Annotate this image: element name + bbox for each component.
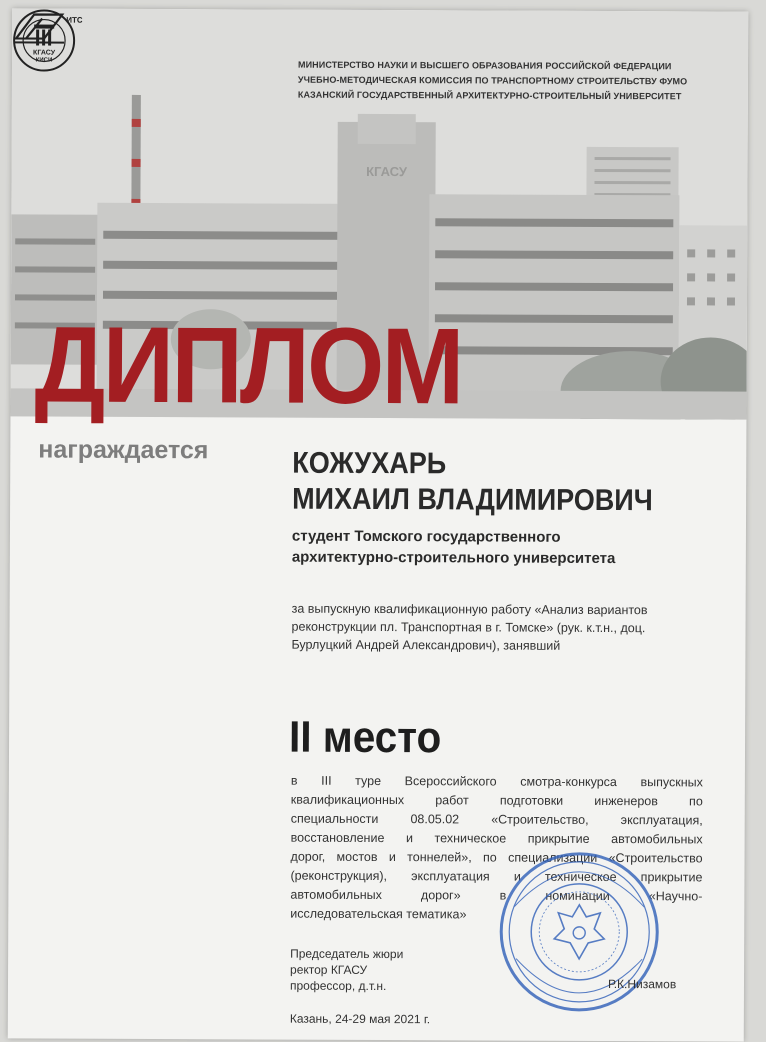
contest-line: автомобильных дорог» в номинации «Научно- <box>290 887 703 904</box>
contest-line: восстановление и техническое прикрытие автомобильных <box>290 830 703 847</box>
svg-text:ИТС: ИТС <box>66 15 83 25</box>
its-logo <box>12 8 82 48</box>
ministry-line: МИНИСТЕРСТВО НАУКИ И ВЫСШЕГО ОБРАЗОВАНИЯ РОССИЙСКОЙ ФЕДЕРАЦИИ <box>297 59 672 72</box>
thesis-line: Бурлуцкий Андрей Александрович), занявший <box>291 637 561 653</box>
contest-line: квалификационных работ подготовки инженеров по <box>290 792 703 809</box>
issuing-organizations <box>298 58 718 105</box>
chair-line: Председатель жюри <box>290 946 404 962</box>
contest-line: в III туре Всероссийского смотра-конкурса выпускных <box>290 773 703 790</box>
building-sign: КГАСУ <box>366 163 408 180</box>
commission-line: УЧЕБНО-МЕТОДИЧЕСКАЯ КОМИССИЯ ПО ТРАНСПОРТНОМУ СТРОИТЕЛЬСТВУ ФУМО <box>297 74 688 87</box>
contest-line: исследовательская тематика» <box>290 906 467 922</box>
recipient-given-names: МИХАИЛ ВЛАДИМИРОВИЧ <box>292 482 653 518</box>
svg-text:КГАСУ: КГАСУ <box>33 49 56 57</box>
recipient-name <box>292 446 653 520</box>
place-and-date: Казань, 24-29 мая 2021 г. <box>289 1011 431 1027</box>
recipient-surname: КОЖУХАРЬ <box>292 446 447 481</box>
thesis-line: реконструкции пл. Транспортная в г. Томске» (рук. к.т.н., доц. <box>291 619 646 636</box>
contest-line: специальности 08.05.02 «Строительство, эксплуатация, <box>290 811 703 828</box>
svg-text:КИСИ: КИСИ <box>35 57 53 64</box>
diploma-title: ДИПЛОМ <box>34 303 462 427</box>
affiliation-line: студент Томского государственного <box>291 527 561 546</box>
contest-line: дорог, мостов и тоннелей», по специализации «Строительство <box>290 849 703 866</box>
chair-line: профессор, д.т.н. <box>289 978 387 994</box>
diploma-page <box>8 8 748 1041</box>
chair-line: ректор КГАСУ <box>290 962 368 977</box>
affiliation-line: архитектурно-строительного университета <box>291 548 616 568</box>
official-seal-stamp <box>494 847 665 1018</box>
awarded-label: награждается <box>38 435 209 465</box>
contest-line: (реконструкция), эксплуатация и техническое прикрытие <box>290 868 703 885</box>
thesis-line: за выпускную квалификационную работу «Анализ вариантов <box>291 601 648 618</box>
recipient-affiliation <box>292 526 616 569</box>
thesis-description <box>291 600 647 656</box>
signer-name: Р.К.Низамов <box>607 977 677 992</box>
university-line: КАЗАНСКИЙ ГОСУДАРСТВЕННЫЙ АРХИТЕКТУРНО-СТРОИТЕЛЬНЫЙ УНИВЕРСИТЕТ <box>297 89 682 102</box>
jury-chair-block <box>290 946 403 994</box>
place-award: II место <box>288 712 442 763</box>
